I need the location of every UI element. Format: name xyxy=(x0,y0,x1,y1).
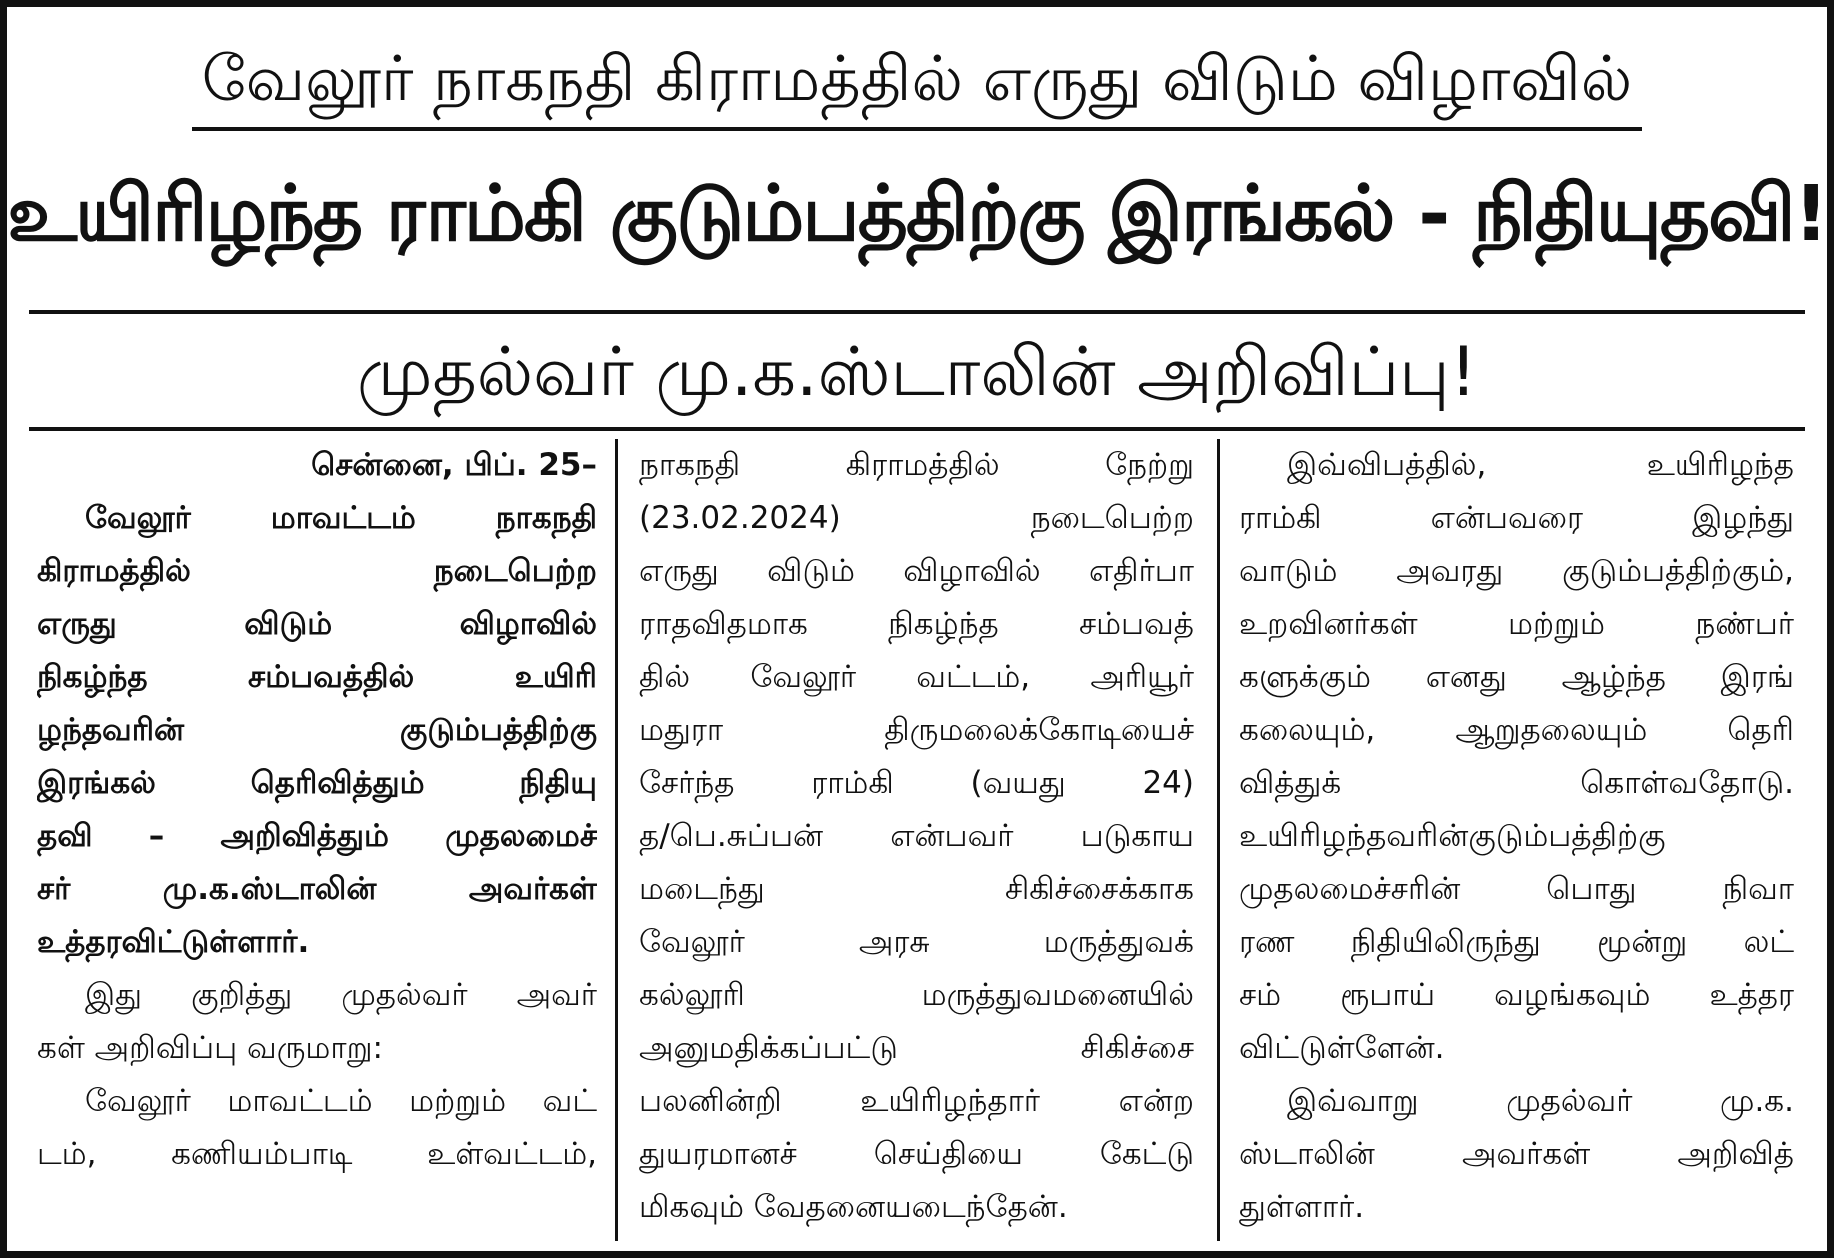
text-line: தவி – அறிவித்தும் முதலமைச் xyxy=(37,818,597,854)
text-line: கிராமத்தில் நடைபெற்ற xyxy=(37,553,597,589)
text-line: ராம்கி என்பவரை இழந்து xyxy=(1239,500,1794,536)
dateline: சென்னை, பிப். 25– xyxy=(311,447,597,483)
text-line: நிகழ்ந்த சம்பவத்தில் உயிரி xyxy=(37,659,597,695)
text-line: வேலூர் மாவட்டம் மற்றும் வட் xyxy=(85,1083,597,1119)
text-line: துள்ளார். xyxy=(1239,1189,1365,1225)
text-line: வேலூர் அரசு மருத்துவக் xyxy=(639,924,1194,960)
text-line: இது குறித்து முதல்வர் அவர் xyxy=(85,977,597,1013)
text-line: உறவினர்கள் மற்றும் நண்பர் xyxy=(1239,606,1794,642)
text-line: வேலூர் மாவட்டம் நாகநதி xyxy=(85,500,597,536)
text-line: இவ்விபத்தில், உயிரிழந்த xyxy=(1287,447,1794,483)
text-line: ரண நிதியிலிருந்து மூன்று லட் xyxy=(1239,924,1794,960)
text-line: வித்துக் கொள்வதோடு. xyxy=(1239,765,1794,801)
text-line: கல்லூரி மருத்துவமனையில் xyxy=(639,977,1194,1013)
kicker-headline xyxy=(7,37,1827,131)
article-column-2 xyxy=(639,439,1194,1241)
text-line: களுக்கும் எனது ஆழ்ந்த இரங் xyxy=(1239,659,1794,695)
text-line: சேர்ந்த ராம்கி (வயது 24) xyxy=(639,765,1194,801)
text-line: இரங்கல் தெரிவித்தும் நிதியு xyxy=(37,765,597,801)
text-line: முதலமைச்சரின் பொது நிவா xyxy=(1239,871,1794,907)
text-line: விட்டுள்ளேன். xyxy=(1239,1030,1445,1066)
text-line: ராதவிதமாக நிகழ்ந்த சம்பவத் xyxy=(639,606,1194,642)
article-column-1 xyxy=(37,439,597,1241)
column-divider xyxy=(1217,439,1220,1241)
text-line: (23.02.2024) நடைபெற்ற xyxy=(639,500,1194,536)
announcement-subhead: முதல்வர் மு.க.ஸ்டாலின் அறிவிப்பு! xyxy=(356,333,1478,412)
text-line: உயிரிழந்தவரின்குடும்பத்திற்கு xyxy=(1239,818,1666,854)
text-line: சர் மு.க.ஸ்டாலின் அவர்கள் xyxy=(37,871,597,907)
text-line: மதுரா திருமலைக்கோடியைச் xyxy=(639,712,1194,748)
text-line: சம் ரூபாய் வழங்கவும் உத்தர xyxy=(1239,977,1794,1013)
text-line: எருது விடும் விழாவில் xyxy=(37,606,597,642)
main-headline: உயிரிழந்த ராம்கி குடும்பத்திற்கு இரங்கல் - நிதியுதவி! xyxy=(7,170,1827,259)
text-line: டம், கணியம்பாடி உள்வட்டம், xyxy=(37,1136,597,1172)
text-line: எருது விடும் விழாவில் எதிர்பா xyxy=(639,553,1194,589)
text-line: நாகநதி கிராமத்தில் நேற்று xyxy=(639,447,1194,483)
text-line: த/பெ.சுப்பன் என்பவர் படுகாய xyxy=(639,818,1194,854)
column-divider xyxy=(615,439,618,1241)
text-line: அனுமதிக்கப்பட்டு சிகிச்சை xyxy=(639,1030,1194,1066)
kicker-text: வேலூர் நாகநதி கிராமத்தில் எருது விடும் விழாவில் xyxy=(192,37,1643,131)
divider-bottom xyxy=(29,427,1805,431)
article-column-3 xyxy=(1239,439,1794,1241)
text-line: கள் அறிவிப்பு வருமாறு: xyxy=(37,1030,383,1066)
text-line: துயரமானச் செய்தியை கேட்டு xyxy=(639,1136,1194,1172)
text-line: இவ்வாறு முதல்வர் மு.க. xyxy=(1287,1083,1794,1119)
divider-top xyxy=(29,310,1805,314)
text-line: உத்தரவிட்டுள்ளார். xyxy=(37,924,310,960)
text-line: மிகவும் வேதனையடைந்தேன். xyxy=(639,1189,1068,1225)
text-line: தில் வேலூர் வட்டம், அரியூர் xyxy=(639,659,1194,695)
text-line: ஸ்டாலின் அவர்கள் அறிவித் xyxy=(1239,1136,1794,1172)
text-line: மடைந்து சிகிச்சைக்காக xyxy=(639,871,1194,907)
text-line: ழந்தவரின் குடும்பத்திற்கு xyxy=(37,712,597,748)
text-line: பலனின்றி உயிரிழந்தார் என்ற xyxy=(639,1083,1194,1119)
text-line: கலையும், ஆறுதலையும் தெரி xyxy=(1239,712,1794,748)
text-line: வாடும் அவரது குடும்பத்திற்கும், xyxy=(1239,553,1794,589)
